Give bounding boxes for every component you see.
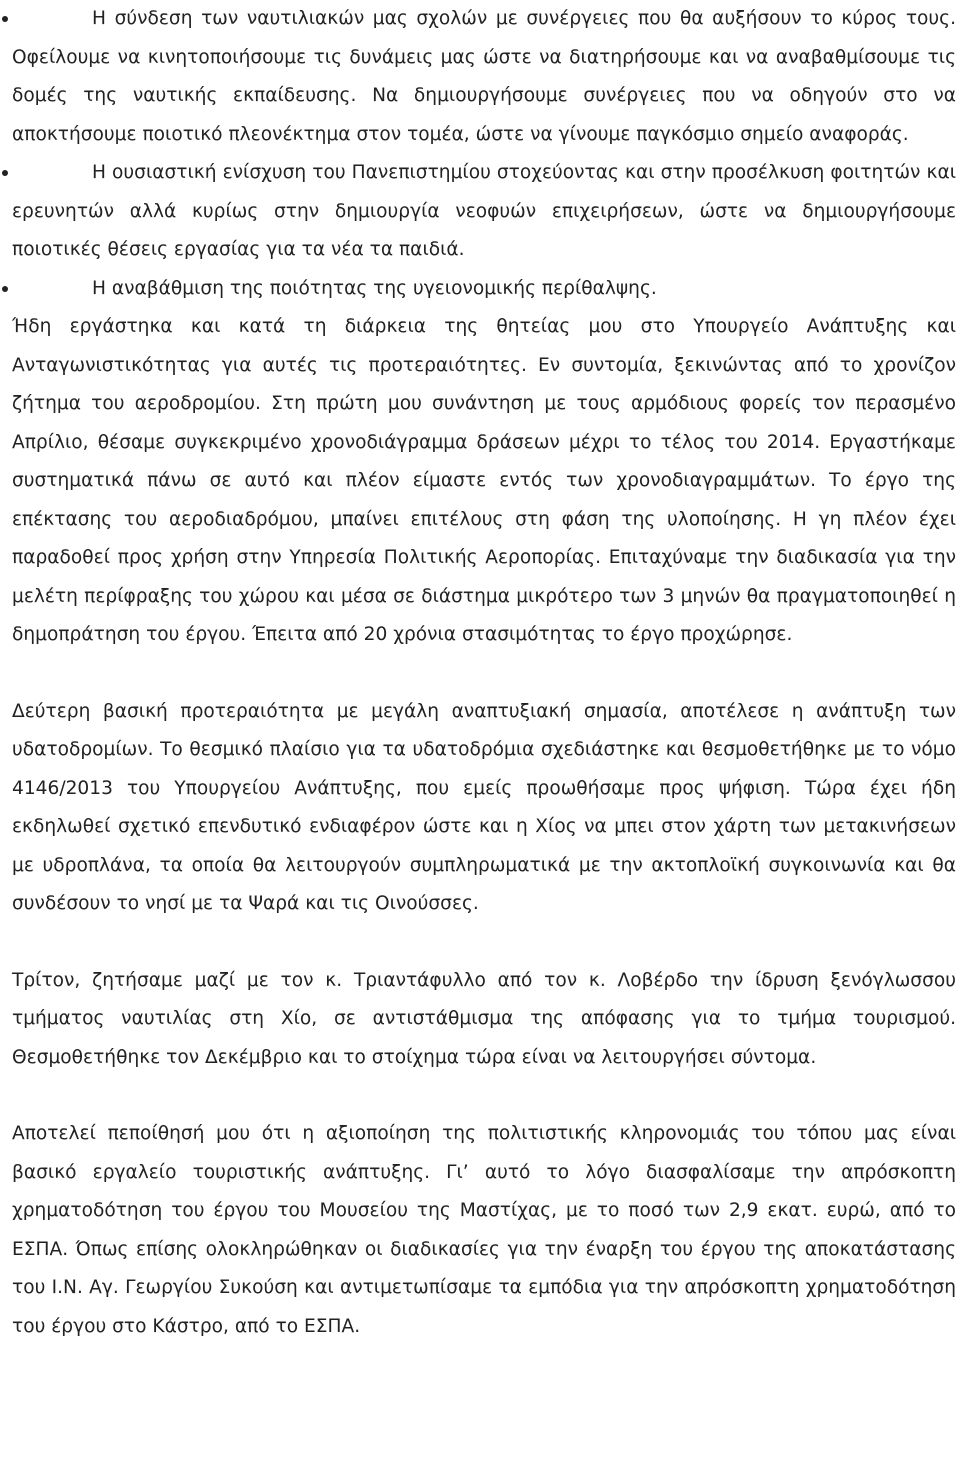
list-item-text: Η αναβάθμιση της ποιότητας της υγειονομικής περίθαλψης.	[92, 277, 657, 299]
list-item	[0, 0, 960, 154]
paragraph-spacer	[0, 1077, 960, 1115]
paragraph-shipping-department: Τρίτον, ζητήσαμε μαζί με τον κ. Τριαντάφυλλο από τον κ. Λοβέρδο την ίδρυση ξενόγλωσσου τμήματος ναυτιλίας στη Χίο, σε αντιστάθμισμα της απόφασης για το τμήμα τουρισμού. Θεσμοθετήθηκε τον Δεκέμβριο και το στοίχημα τώρα είναι να λειτουργήσει σύντομα.	[12, 969, 956, 1068]
bullet-icon	[2, 170, 8, 176]
paragraph-spacer	[0, 924, 960, 962]
bullet-icon	[2, 286, 8, 292]
list-item	[0, 154, 960, 270]
paragraph-cultural-heritage: Αποτελεί πεποίθησή μου ότι η αξιοποίηση της πολιτιστικής κληρονομιάς του τόπου μας είναι βασικό εργαλείο τουριστικής ανάπτυξης. Γι’ αυτό το λόγο διασφαλίσαμε την απρόσκοπτη χρηματοδότηση του έργου του Μουσείου της Μαστίχας, με το ποσό των 2,9 εκατ. ευρώ, από το ΕΣΠΑ. Όπως επίσης ολοκληρώθηκαν οι διαδικασίες για την έναρξη του έργου της αποκατάστασης του Ι.Ν. Αγ. Γεωργίου Συκούση και αντιμετωπίσαμε τα εμπόδια για την απρόσκοπτη χρηματοδότηση του έργου στο Κάστρο, από το ΕΣΠΑ.	[12, 1123, 956, 1337]
paragraph-airport: Ήδη εργάστηκα και κατά τη διάρκεια της θητείας μου στο Υπουργείο Ανάπτυξης και Ανταγωνιστικότητας για αυτές τις προτεραιότητες. Εν συντομία, ξεκινώντας από το χρονίζον ζήτημα του αεροδρομίου. Στη πρώτη μου συνάντηση με τους αρμόδιους φορείς τον περασμένο Απρίλιο, θέσαμε συγκεκριμένο χρονοδιάγραμμα δράσεων μέχρι το τέλος του 2014. Εργαστήκαμε συστηματικά πάνω σε αυτό και πλέον είμαστε εντός των χρονοδιαγραμμάτων. Το έργο της επέκτασης του αεροδιαδρόμου, μπαίνει επιτέλους στη φάση της υλοποίησης. Η γη πλέον έχει παραδοθεί προς χρήση στην Υπηρεσία Πολιτικής Αεροπορίας. Επιταχύναμε την διαδικασία για την μελέτη περίφραξης του χώρου και μέσα σε διάστημα μικρότερο των 3 μηνών θα πραγματοποιηθεί η δημοπράτηση του έργου. Έπειτα από 20 χρόνια στασιμότητας το έργο προχώρησε.	[12, 316, 956, 645]
bullet-icon	[2, 16, 8, 22]
list-item	[0, 270, 960, 309]
list-item-text: Η σύνδεση των ναυτιλιακών μας σχολών με συνέργειες που θα αυξήσουν το κύρος τους. Οφείλουμε να κινητοποιήσουμε τις δυνάμεις μας ώστε να διατηρήσουμε και να αναβαθμίσουμε τις δομές της ναυτικής εκπαίδευσης. Να δημιουργήσουμε συνέργειες που να οδηγούν στο να αποκτήσουμε ποιοτικό πλεονέκτημα στον τομέα, ώστε να γίνουμε παγκόσμιο σημείο αναφοράς.	[12, 8, 956, 145]
paragraph-waterdromes: Δεύτερη βασική προτεραιότητα με μεγάλη αναπτυξιακή σημασία, αποτέλεσε η ανάπτυξη των υδατοδρομίων. Το θεσμικό πλαίσιο για τα υδατοδρόμια σχεδιάστηκε και θεσμοθετήθηκε με το νόμο 4146/2013 του Υπουργείου Ανάπτυξης, που εμείς προωθήσαμε προς ψήφιση. Τώρα έχει ήδη εκδηλωθεί σχετικό επενδυτικό ενδιαφέρον ώστε και η Χίος να μπει στον χάρτη των μετακινήσεων με υδροπλάνα, τα οποία θα λειτουργούν συμπληρωματικά με την ακτοπλοϊκή συγκοινωνία και θα συνδέσουν το νησί με τα Ψαρά και τις Οινούσσες.	[12, 700, 956, 914]
priority-list	[0, 0, 960, 308]
paragraph-spacer	[0, 655, 960, 693]
list-item-text: Η ουσιαστική ενίσχυση του Πανεπιστημίου στοχεύοντας και στην προσέλκυση φοιτητών και ερευνητών αλλά κυρίως στην δημιουργία νεοφυών επιχειρήσεων, ώστε να δημιουργήσουμε ποιοτικές θέσεις εργασίας για τα νέα τα παιδιά.	[12, 162, 956, 260]
